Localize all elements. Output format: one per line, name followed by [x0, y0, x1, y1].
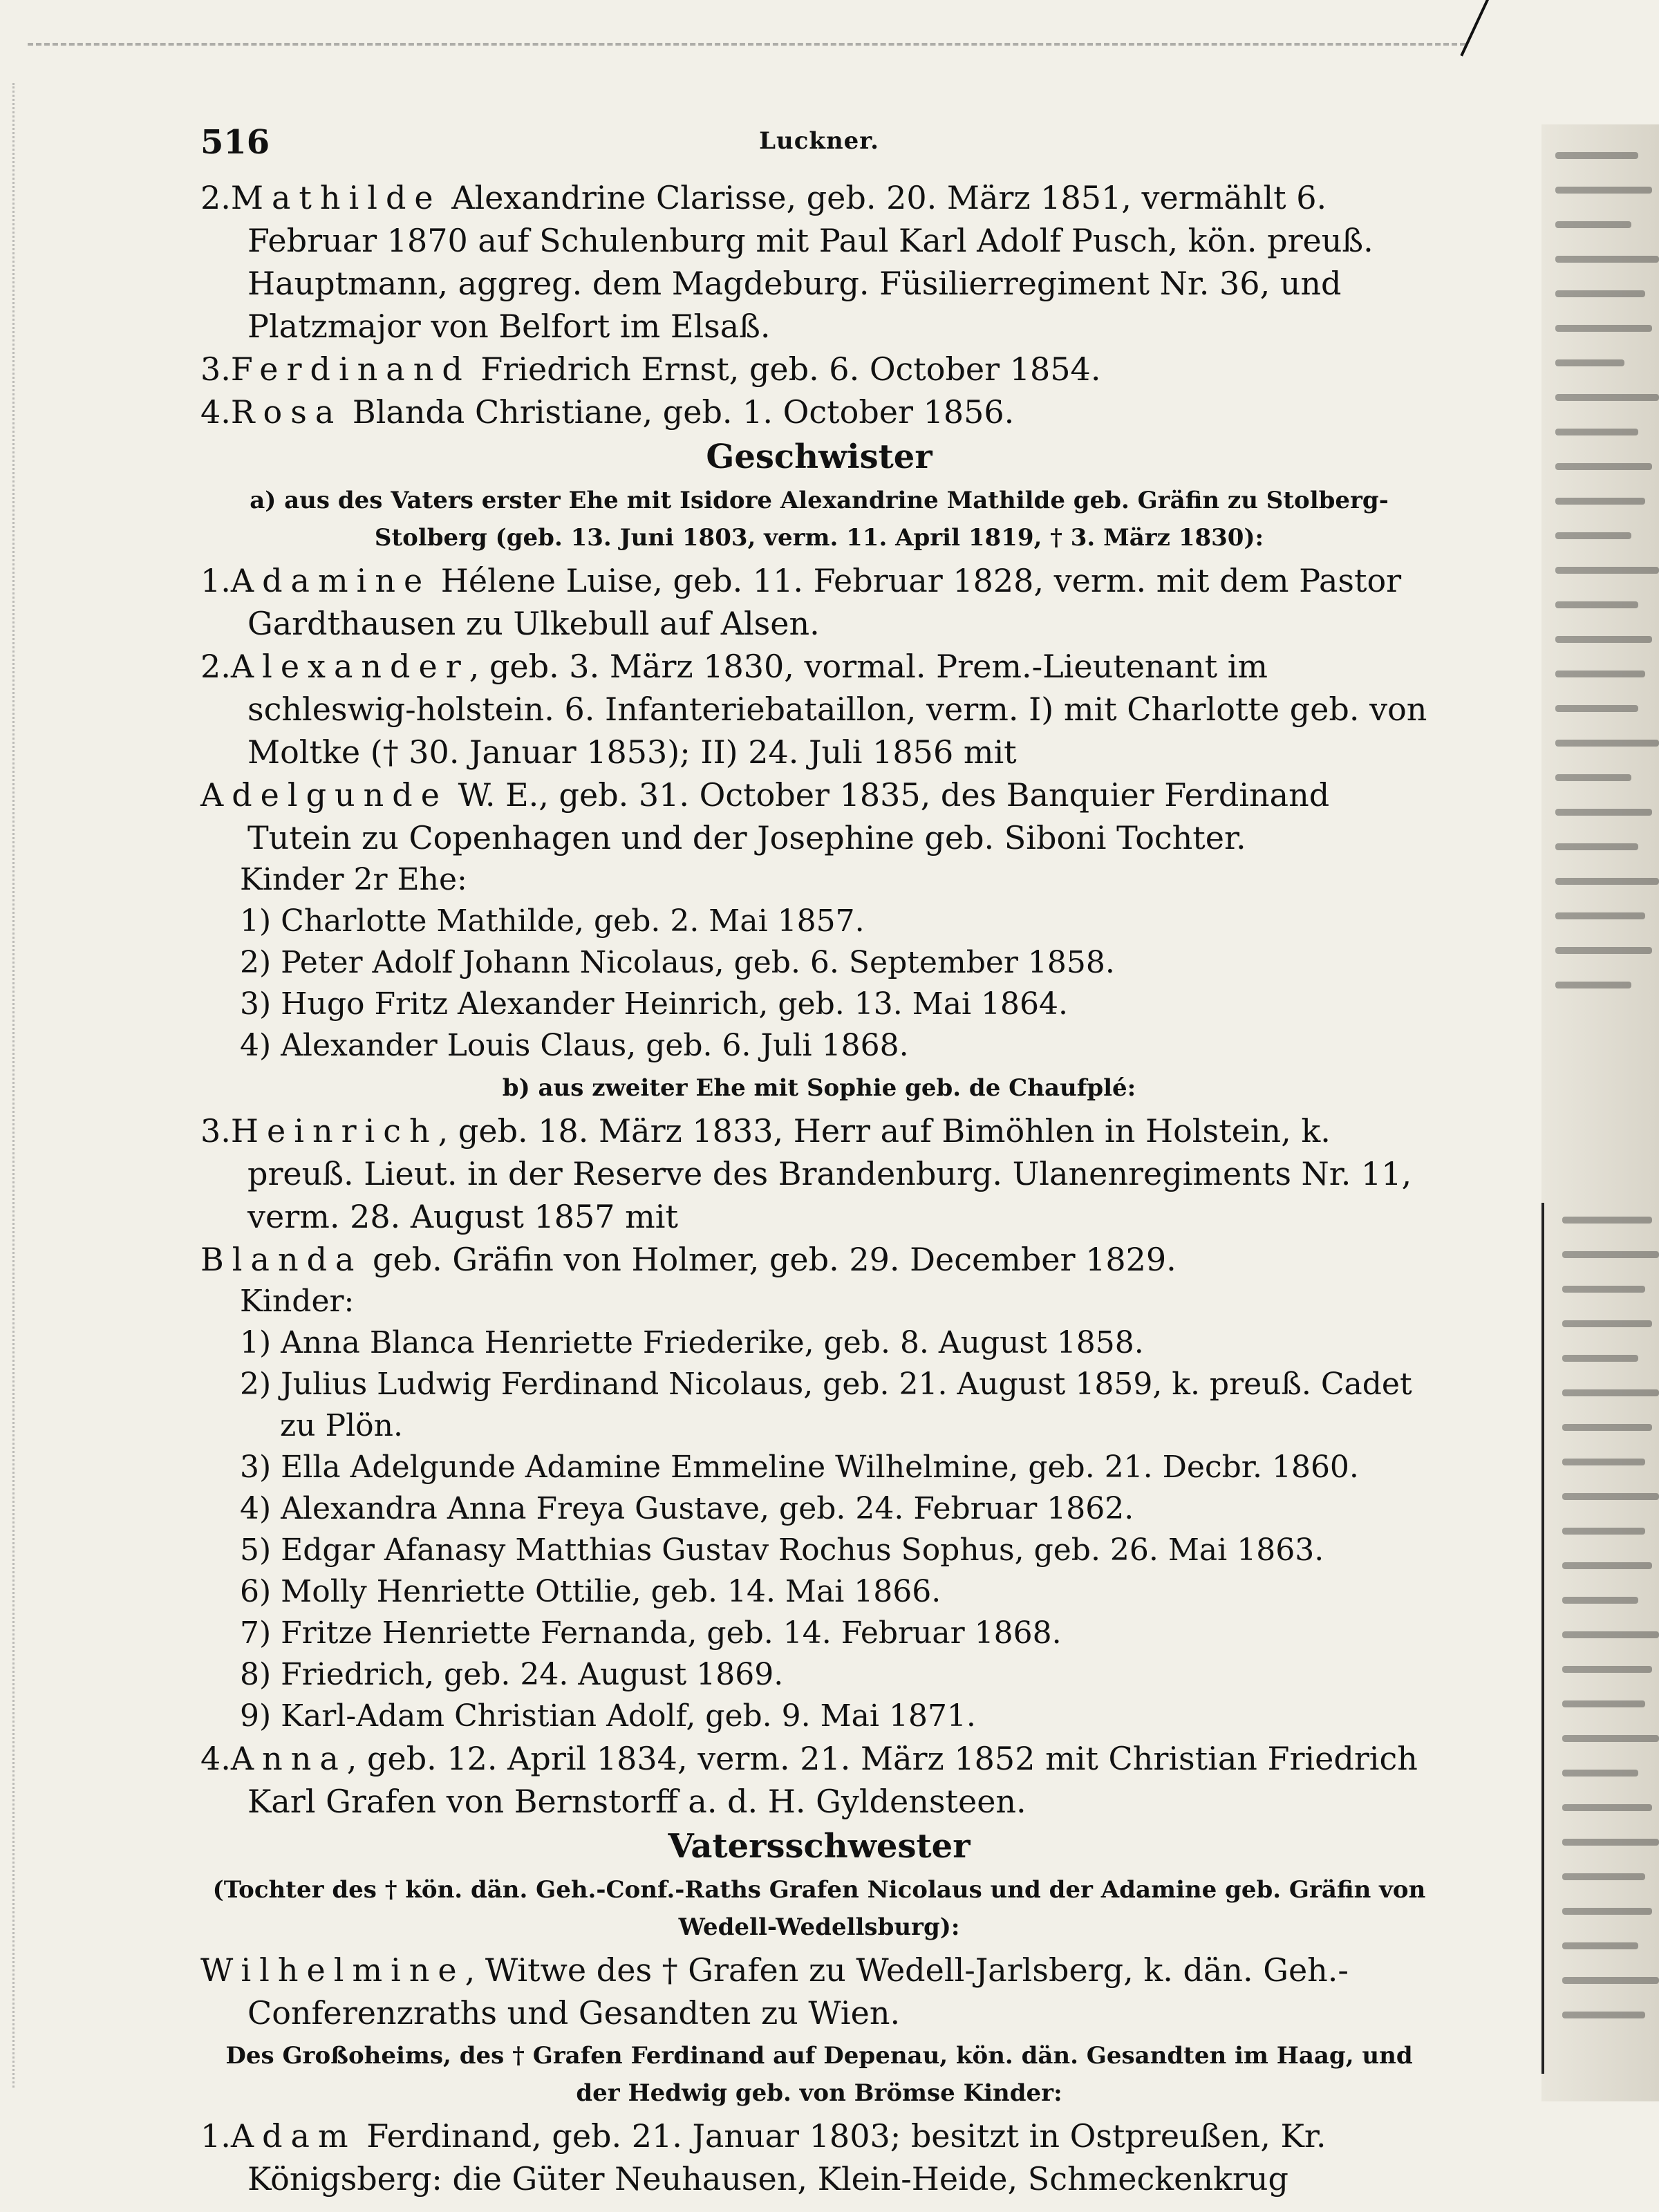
- section-heading-vatersschwester: Vatersschwester: [668, 1827, 971, 1866]
- entry-mathilde: 2.Mathilde Alexandrine Clarisse, geb. 20. März 1851, vermählt 6. Februar 1870 auf Schulenburg mit Paul Karl Adolf Pusch, kön. preuß. Hauptmann, aggreg. dem Magdeburg. Füsilierregiment Nr. 36, und Platzmajor von Belfort im Elsaß.: [200, 179, 1374, 345]
- section-heading-geschwister: Geschwister: [706, 438, 932, 476]
- entry-rosa: 4.Rosa Blanda Christiane, geb. 1. October 1856.: [200, 393, 1015, 431]
- note-first-marriage: a) aus des Vaters erster Ehe mit Isidore Alexandrine Mathilde geb. Gräfin zu Stolberg-Stolberg (geb. 13. Juni 1803, verm. 11. April 1819, † 3. März 1830):: [250, 487, 1389, 552]
- entry-adelgunde: Adelgunde W. E., geb. 31. October 1835, des Banquier Ferdinand Tutein zu Copenhagen und der Josephine geb. Siboni Tochter.: [200, 776, 1330, 856]
- note-vatersschwester: (Tochter des † kön. dän. Geh.-Conf.-Raths Grafen Nicolaus und der Adamine geb. Gräfin von Wedell-Wedellsburg):: [212, 1876, 1426, 1941]
- page-number: 516: [200, 123, 270, 162]
- top-edge-noise: [28, 43, 1465, 46]
- entry-blanda: Blanda geb. Gräfin von Holmer, geb. 29. December 1829.: [200, 1241, 1177, 1278]
- entry-anna: 4.Anna, geb. 12. April 1834, verm. 21. März 1852 mit Christian Friedrich Karl Grafen von Bernstorff a. d. H. Gyldensteen.: [200, 1740, 1418, 1820]
- child-item: 7) Fritze Henriette Fernanda, geb. 14. Februar 1868.: [240, 1615, 1062, 1651]
- entry-heinrich: 3.Heinrich, geb. 18. März 1833, Herr auf Bimöhlen in Holstein, k. preuß. Lieut. in der Reserve des Brandenburg. Ulanenregiments Nr. 11, verm. 28. August 1857 mit: [200, 1112, 1412, 1235]
- child-item: 3) Hugo Fritz Alexander Heinrich, geb. 13. Mai 1864.: [240, 986, 1068, 1022]
- entry-wilhelmine: Wilhelmine, Witwe des † Grafen zu Wedell-Jarlsberg, k. dän. Geh.-Conferenzraths und Gesandten zu Wien.: [200, 1951, 1349, 2032]
- note-grossoheim: Des Großoheims, des † Grafen Ferdinand auf Depenau, kön. dän. Gesandten im Haag, und der Hedwig geb. von Brömse Kinder:: [225, 2042, 1413, 2107]
- child-item: 2) Julius Ludwig Ferdinand Nicolaus, geb. 21. August 1859, k. preuß. Cadet zu Plön.: [240, 1367, 1412, 1443]
- children-label-second: Kinder:: [240, 1284, 355, 1319]
- entry-ferdinand: 3.Ferdinand Friedrich Ernst, geb. 6. October 1854.: [200, 350, 1101, 388]
- child-item: 1) Charlotte Mathilde, geb. 2. Mai 1857.: [240, 903, 865, 939]
- child-item: 4) Alexander Louis Claus, geb. 6. Juli 1868.: [240, 1028, 909, 1063]
- child-item: 4) Alexandra Anna Freya Gustave, geb. 24. Februar 1862.: [240, 1491, 1134, 1526]
- child-item: 5) Edgar Afanasy Matthias Gustav Rochus Sophus, geb. 26. Mai 1863.: [240, 1533, 1324, 1568]
- child-item: 6) Molly Henriette Ottilie, geb. 14. Mai 1866.: [240, 1574, 941, 1609]
- child-item: 9) Karl-Adam Christian Adolf, geb. 9. Mai 1871.: [240, 1698, 976, 1734]
- child-item: 8) Friedrich, geb. 24. August 1869.: [240, 1657, 784, 1692]
- entry-alexander: 2.Alexander, geb. 3. März 1830, vormal. Prem.-Lieutenant im schleswig-holstein. 6. Infanteriebataillon, verm. I) mit Charlotte geb. von Moltke († 30. Januar 1853); II) 24. Juli 1856 mit: [200, 648, 1427, 771]
- child-item: 3) Ella Adelgunde Adamine Emmeline Wilhelmine, geb. 21. Decbr. 1860.: [240, 1450, 1359, 1485]
- adjacent-page-bleed: [1541, 124, 1659, 2101]
- entry-adam: 1.Adam Ferdinand, geb. 21. Januar 1803; besitzt in Ostpreußen, Kr. Königsberg: die Güter Neuhausen, Klein-Heide, Schmeckenkrug: [200, 2117, 1327, 2197]
- child-item: 2) Peter Adolf Johann Nicolaus, geb. 6. September 1858.: [240, 945, 1115, 980]
- running-head: Luckner.: [759, 127, 879, 155]
- left-edge-noise: [12, 83, 17, 2088]
- note-second-marriage: b) aus zweiter Ehe mit Sophie geb. de Chaufplé:: [502, 1074, 1136, 1102]
- corner-pen-mark: [1460, 0, 1491, 57]
- body-text: [200, 176, 1438, 2200]
- page-header: [200, 123, 1438, 171]
- entry-adamine: 1.Adamine Hélene Luise, geb. 11. Februar 1828, verm. mit dem Pastor Gardthausen zu Ulkebull auf Alsen.: [200, 562, 1402, 642]
- children-label-first: Kinder 2r Ehe:: [240, 862, 467, 897]
- child-item: 1) Anna Blanca Henriette Friederike, geb. 8. August 1858.: [240, 1325, 1144, 1360]
